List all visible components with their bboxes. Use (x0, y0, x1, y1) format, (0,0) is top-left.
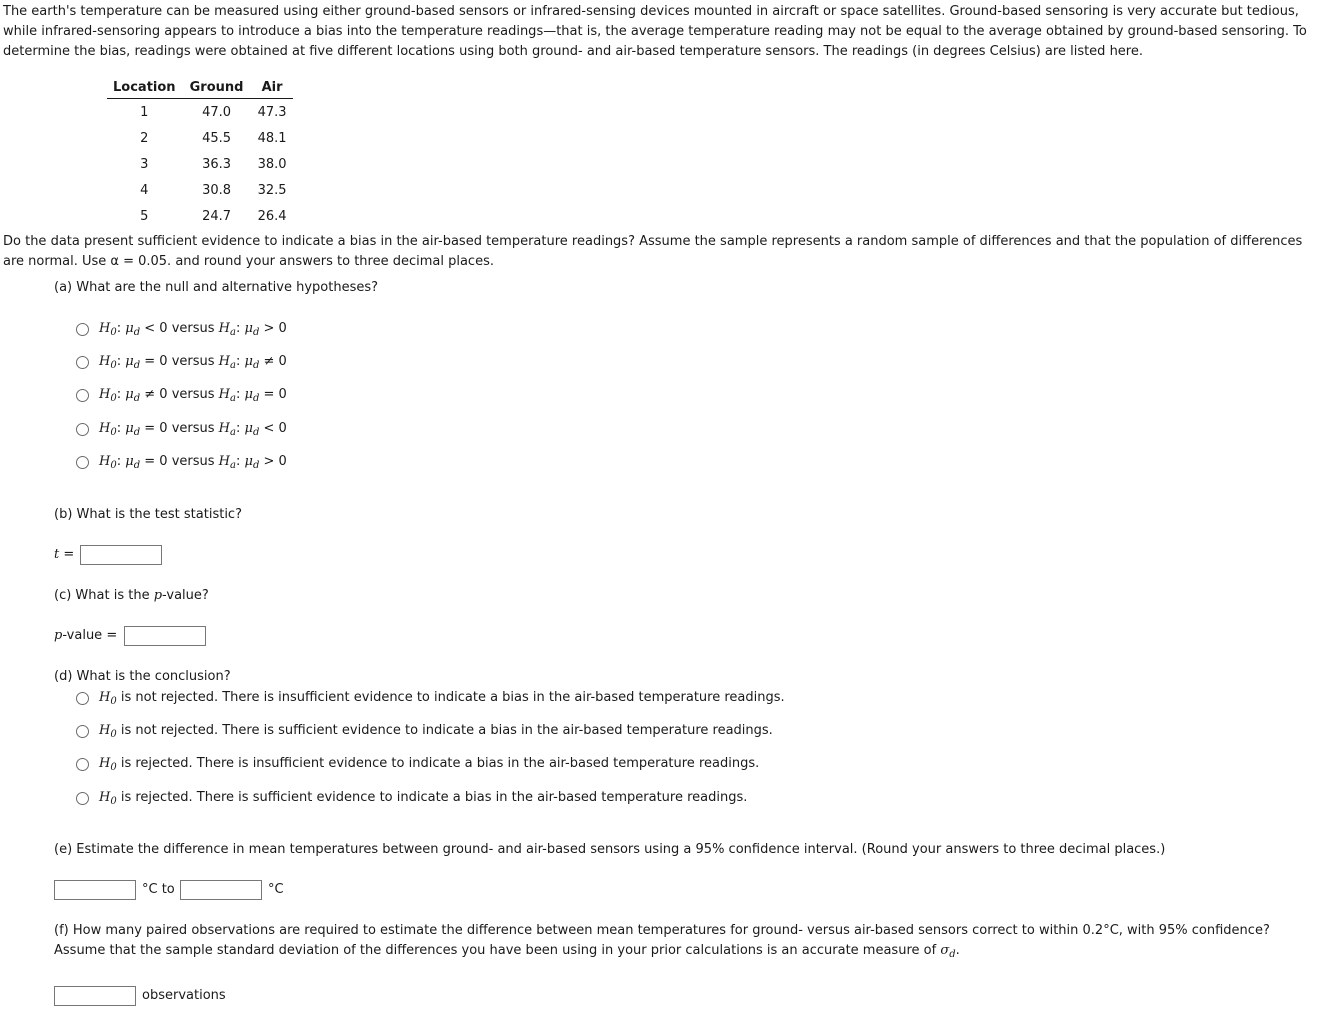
cell-ground: 24.7 (202, 208, 232, 224)
hypothesis-option-4: $H_0$: $\mu_d = 0$ versus $H_a$: $\mu_d < 0$ (99, 421, 287, 438)
ci-lower-input[interactable] (54, 880, 136, 900)
part-e-label: (e) Estimate the difference in mean temperatures between ground- and air-based sensors using a 95% confidence interval. (Round your answers to three decimal places.) (54, 842, 1166, 857)
cell-ground: 30.8 (202, 182, 232, 198)
header-location: Location (107, 76, 182, 99)
hypothesis-option-2: $H_0$: $\mu_d = 0$ versus $H_a$: $\mu_d \ne 0$ (99, 354, 287, 371)
intro-paragraph: The earth's temperature can be measured using either ground-based sensors or infrared-sensing devices mounted in aircraft or space satellites. Ground-based sensoring is very accurate but tedious, while infrared-sensoring appears to introduce a bias into the temperature readings—that is, the average temperature reading may not be equal to the average obtained by ground-based sensoring. To determine the bias, readings were obtained at five different locations using both ground- and air-based temperature sensors. The readings (in degrees Celsius) are listed here. (3, 4, 1307, 59)
conclusion-radio-1[interactable] (76, 692, 89, 705)
conclusion-radio-4[interactable] (76, 792, 89, 805)
p-value-input[interactable] (124, 626, 206, 646)
part-f-label-line2: Assume that the sample standard deviation of the differences you have been using in your prior calculations is an accurate measure of $\sigma_d$. (54, 943, 960, 960)
part-d-label: (d) What is the conclusion? (54, 669, 231, 684)
conclusion-option-1: $H_0$ is not rejected. There is insufficient evidence to indicate a bias in the air-based temperature readings. (99, 690, 785, 707)
observations-input[interactable] (54, 986, 136, 1006)
hypothesis-radio-2[interactable] (76, 356, 89, 369)
table-row (107, 151, 293, 177)
header-ground: Ground (182, 76, 252, 99)
cell-location: 4 (140, 182, 149, 198)
cell-ground: 47.0 (202, 104, 232, 120)
hypothesis-radio-3[interactable] (76, 389, 89, 402)
conclusion-option-4: $H_0$ is rejected. There is sufficient evidence to indicate a bias in the air-based temperature readings. (99, 790, 748, 807)
cell-location: 2 (140, 130, 149, 146)
cell-air: 47.3 (257, 104, 287, 120)
ci-unit-label: °C (268, 882, 284, 897)
temperature-table (107, 76, 293, 229)
question-paragraph: Do the data present sufficient evidence to indicate a bias in the air-based temperature readings? Assume the sample represents a random sample of differences and that the population of differences are normal. Use α = 0.05. and round your answers to three decimal places. (3, 234, 1303, 269)
cell-air: 32.5 (257, 182, 287, 198)
part-b-label: (b) What is the test statistic? (54, 507, 242, 522)
table-row (107, 125, 293, 151)
part-a-label: (a) What are the null and alternative hypotheses? (54, 280, 379, 295)
table-row (107, 203, 293, 229)
cell-air: 26.4 (257, 208, 287, 224)
cell-ground: 45.5 (202, 130, 232, 146)
cell-location: 5 (140, 208, 149, 224)
ci-upper-input[interactable] (180, 880, 262, 900)
hypothesis-option-5: $H_0$: $\mu_d = 0$ versus $H_a$: $\mu_d > 0$ (99, 454, 287, 471)
hypothesis-option-3: $H_0$: $\mu_d \ne 0$ versus $H_a$: $\mu_d = 0$ (99, 387, 287, 404)
part-f-label-line1: (f) How many paired observations are required to estimate the difference between mean temperatures for ground- versus air-based sensors correct to within 0.2°C, with 95% confidence? (54, 923, 1270, 938)
cell-ground: 36.3 (202, 156, 232, 172)
cell-air: 48.1 (257, 130, 287, 146)
table-row (107, 177, 293, 203)
p-value-label: p-value = (54, 628, 118, 643)
conclusion-radio-3[interactable] (76, 758, 89, 771)
conclusion-radio-2[interactable] (76, 725, 89, 738)
ci-to-label: °C to (142, 882, 175, 897)
table-row (107, 99, 293, 126)
observations-unit-label: observations (142, 988, 226, 1003)
cell-location: 3 (140, 156, 149, 172)
cell-location: 1 (140, 104, 149, 120)
header-air: Air (252, 76, 293, 99)
cell-air: 38.0 (257, 156, 287, 172)
hypothesis-radio-1[interactable] (76, 323, 89, 336)
hypothesis-radio-4[interactable] (76, 423, 89, 436)
t-statistic-label: t = (54, 547, 75, 562)
conclusion-option-3: $H_0$ is rejected. There is insufficient evidence to indicate a bias in the air-based temperature readings. (99, 756, 760, 773)
t-statistic-input[interactable] (80, 545, 162, 565)
hypothesis-radio-5[interactable] (76, 456, 89, 469)
hypothesis-option-1: $H_0$: $\mu_d < 0$ versus $H_a$: $\mu_d > 0$ (99, 321, 287, 338)
part-c-label: (c) What is the p-value? (54, 588, 209, 603)
conclusion-option-2: $H_0$ is not rejected. There is sufficient evidence to indicate a bias in the air-based temperature readings. (99, 723, 773, 740)
